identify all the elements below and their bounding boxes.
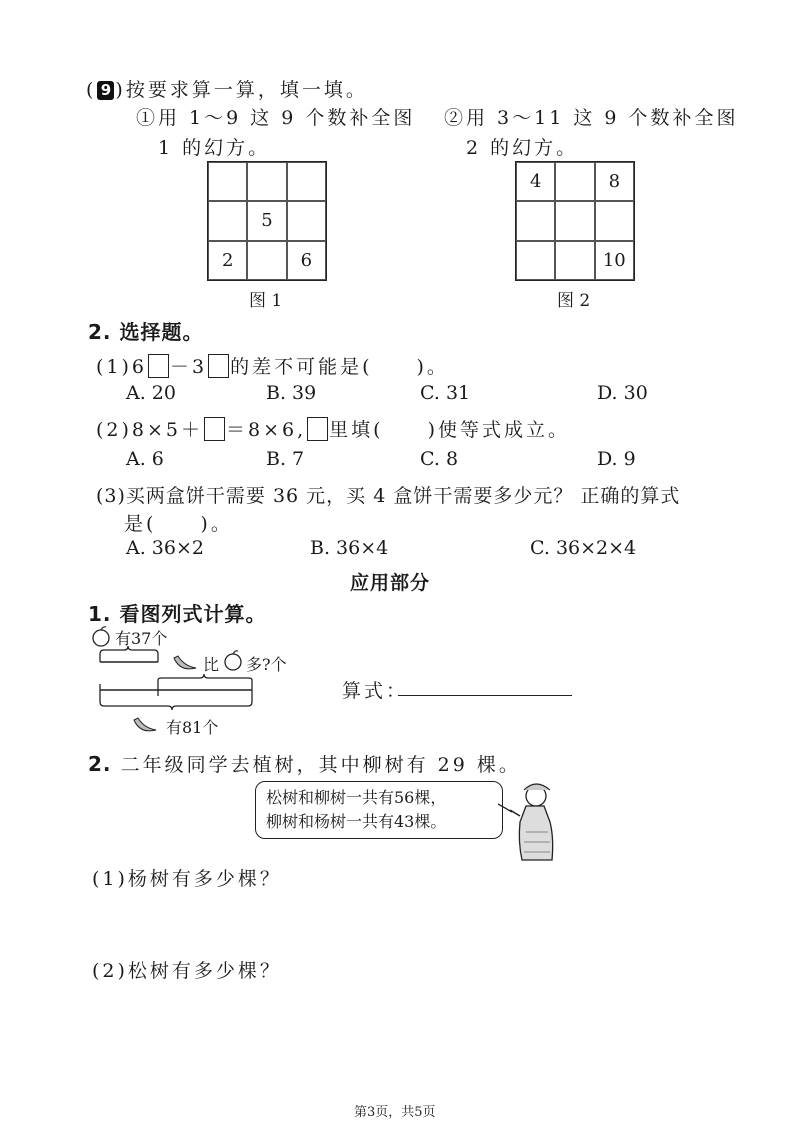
choice-q2 bbox=[96, 415, 570, 442]
q2-part-c: 里填( )使等式成立。 bbox=[329, 419, 570, 441]
magic-square-1-cell[interactable] bbox=[208, 162, 247, 201]
magic-square-1-cell[interactable] bbox=[247, 162, 286, 201]
q1-part-c: 的差不可能是( )。 bbox=[230, 356, 449, 378]
magic-square-1-cell: 2 bbox=[208, 241, 247, 280]
q1-option-c[interactable]: C. 31 bbox=[420, 382, 471, 404]
app2-q2: (2)松树有多少棵？ bbox=[92, 960, 282, 982]
speech-bubble bbox=[255, 781, 503, 839]
banana-icon bbox=[174, 656, 196, 669]
magic-square-2-cell[interactable] bbox=[516, 201, 555, 240]
blank-box[interactable] bbox=[307, 417, 328, 441]
q1-option-b[interactable]: B. 39 bbox=[266, 382, 317, 404]
q9-close-paren: ) bbox=[115, 79, 126, 101]
compare-more-label: 多?个 bbox=[246, 655, 287, 674]
q3-option-b[interactable]: B. 36×4 bbox=[310, 537, 389, 559]
magic-square-2 bbox=[515, 161, 635, 281]
figure-1-caption: 图 1 bbox=[249, 291, 283, 311]
magic-square-2-cell: 10 bbox=[595, 241, 634, 280]
girl-illustration-icon bbox=[498, 782, 560, 864]
q9-sub1-line1: ①用 1～9 这 9 个数补全图 bbox=[136, 107, 416, 129]
app2-q1: (1)杨树有多少棵？ bbox=[92, 868, 282, 890]
q2-option-c[interactable]: C. 8 bbox=[420, 448, 459, 470]
q1-option-d[interactable]: D. 30 bbox=[597, 382, 648, 404]
q2-option-a[interactable]: A. 6 bbox=[126, 448, 164, 470]
app2-text: 二年级同学去植树，其中柳树有 29 棵。 bbox=[120, 754, 521, 776]
q2-option-d[interactable]: D. 9 bbox=[597, 448, 636, 470]
magic-square-2-cell: 8 bbox=[595, 162, 634, 201]
formula-label: 算式： bbox=[342, 680, 409, 702]
q9-text: 按要求算一算，填一填。 bbox=[125, 79, 368, 101]
choice-heading: 2. 选择题。 bbox=[88, 320, 204, 344]
compare-bi-label: 比 bbox=[203, 655, 220, 674]
magic-square-2-cell[interactable] bbox=[555, 201, 594, 240]
app2-heading bbox=[88, 750, 521, 777]
bubble-line-2: 柳树和杨树一共有43棵。 bbox=[266, 812, 447, 831]
blank-box[interactable] bbox=[148, 354, 169, 378]
figure-2-caption: 图 2 bbox=[557, 291, 591, 311]
q9-sub2-line1: ②用 3～11 这 9 个数补全图 bbox=[444, 107, 739, 129]
bubble-line-1: 松树和柳树一共有56棵， bbox=[266, 788, 447, 807]
magic-square-2-cell: 4 bbox=[516, 162, 555, 201]
formula-answer-line[interactable] bbox=[398, 695, 572, 696]
magic-square-1-cell[interactable] bbox=[208, 201, 247, 240]
apple-icon bbox=[93, 627, 109, 646]
q9-open-paren: ( bbox=[86, 79, 97, 101]
magic-square-1-cell[interactable] bbox=[287, 162, 326, 201]
app1-heading: 1. 看图列式计算。 bbox=[88, 602, 267, 626]
section-title: 应用部分 bbox=[350, 572, 431, 594]
blank-box[interactable] bbox=[204, 417, 225, 441]
choice-q3-line2: 是( )。 bbox=[124, 513, 233, 535]
magic-square-2-cell[interactable] bbox=[555, 241, 594, 280]
banana-icon bbox=[134, 718, 156, 731]
q2-option-b[interactable]: B. 7 bbox=[266, 448, 305, 470]
magic-square-1-cell[interactable] bbox=[287, 201, 326, 240]
banana-count-label: 有81个 bbox=[166, 718, 219, 737]
q2-part-a: (2)8×5＋ bbox=[96, 419, 204, 441]
magic-square-2-cell[interactable] bbox=[595, 201, 634, 240]
q1-part-b: －3 bbox=[170, 356, 208, 378]
q1-part-a: (1)6 bbox=[96, 356, 148, 378]
q9-number-badge: 9 bbox=[97, 81, 114, 100]
q3-option-a[interactable]: A. 36×2 bbox=[126, 537, 204, 559]
extra-brace bbox=[158, 674, 252, 684]
apple-count-label: 有37个 bbox=[115, 629, 168, 648]
magic-square-1-cell: 6 bbox=[287, 241, 326, 280]
magic-square-1-cell[interactable] bbox=[247, 241, 286, 280]
blank-box[interactable] bbox=[208, 354, 229, 378]
choice-q3-line1: (3)买两盒饼干需要 36 元，买 4 盒饼干需要多少元？ 正确的算式 bbox=[96, 485, 681, 507]
app2-number: 2. bbox=[88, 752, 112, 776]
magic-square-2-cell[interactable] bbox=[516, 241, 555, 280]
q3-option-c[interactable]: C. 36×2×4 bbox=[530, 537, 637, 559]
q9-heading bbox=[86, 75, 368, 102]
banana-brace bbox=[100, 696, 252, 710]
q9-sub1-line2: 1 的幻方。 bbox=[158, 137, 271, 159]
magic-square-1 bbox=[207, 161, 327, 281]
q1-option-a[interactable]: A. 20 bbox=[126, 382, 176, 404]
page-footer: 第3页，共5页 bbox=[354, 1105, 436, 1120]
apple-icon bbox=[225, 651, 241, 670]
magic-square-1-cell: 5 bbox=[247, 201, 286, 240]
q2-part-b: ＝8×6, bbox=[226, 419, 307, 441]
choice-q1 bbox=[96, 352, 449, 379]
q9-sub2-line2: 2 的幻方。 bbox=[466, 137, 579, 159]
magic-square-2-cell[interactable] bbox=[555, 162, 594, 201]
